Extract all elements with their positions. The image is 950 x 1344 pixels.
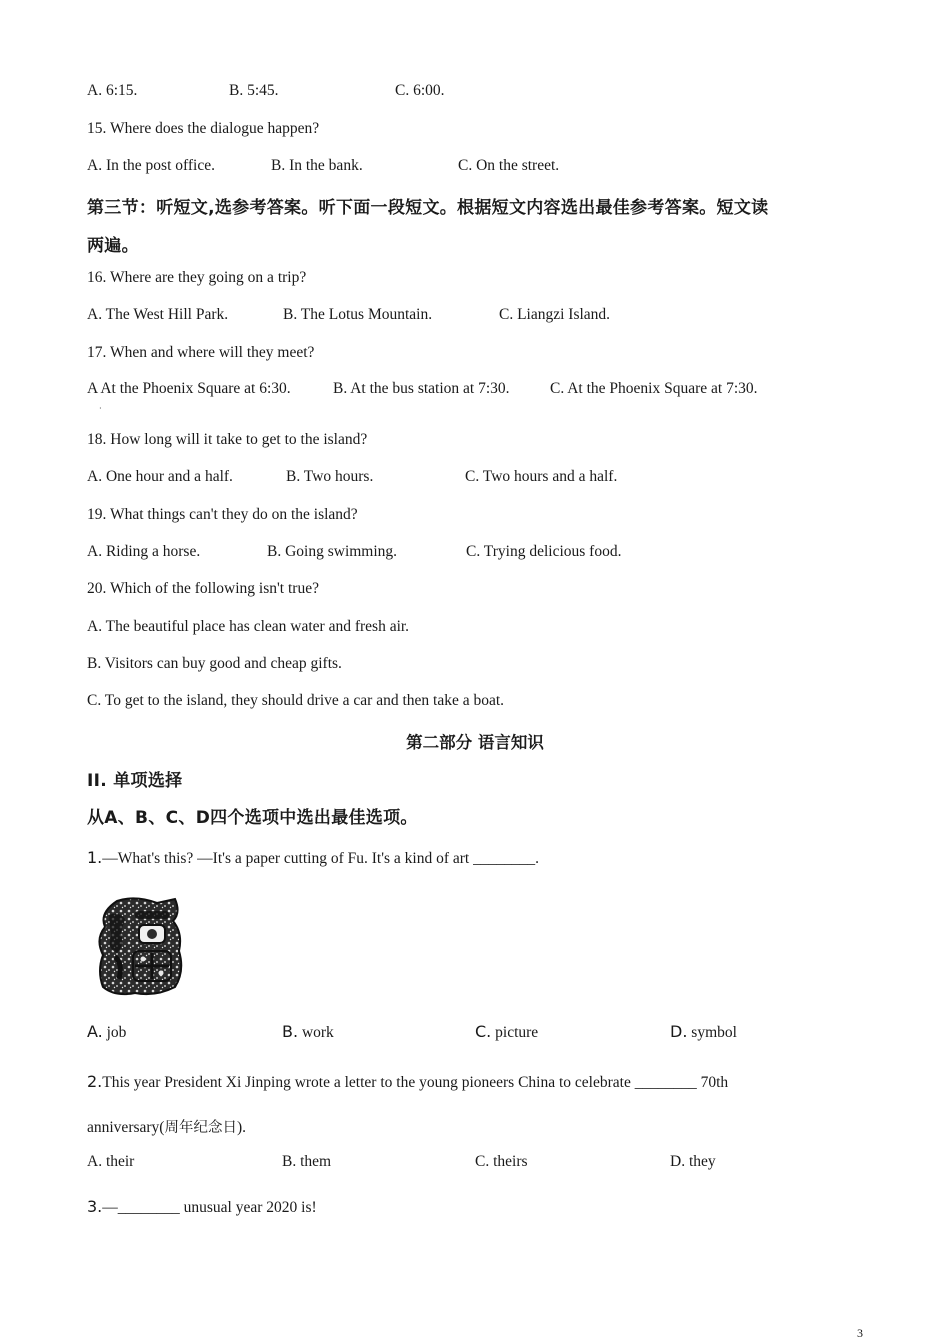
q16-option-c: C. Liangzi Island. [499, 306, 611, 323]
mc-q3-stem [87, 1197, 317, 1217]
q15-option-a: A. In the post office. [87, 157, 215, 174]
q20-option-b: B. Visitors can buy good and cheap gifts. [87, 655, 342, 672]
mc-q2-option-c[interactable]: C. theirs [475, 1153, 528, 1170]
q20-option-c: C. To get to the island, they should drive a car and then take a boat. [87, 692, 505, 709]
mc-q1-number: 1. [87, 848, 103, 867]
fu-paper-cutting-icon [95, 893, 185, 999]
section2-instruction: 从A、B、C、D四个选项中选出最佳选项。 [87, 808, 418, 828]
q20-option-a: A. The beautiful place has clean water and fresh air. [87, 618, 410, 635]
mc-q1-text: —What's this? —It's a paper cutting of Fu. It's a kind of art ________. [102, 850, 539, 867]
q14-option-c: C. 6:00. [395, 82, 445, 99]
q16-option-b: B. The Lotus Mountain. [283, 306, 433, 323]
mc-q1-stem [87, 848, 539, 868]
q17-question: 17. When and where will they meet? [87, 344, 315, 361]
q19-option-a: A. Riding a horse. [87, 543, 201, 560]
mc-q2-number: 2. [87, 1072, 103, 1091]
q19-question: 19. What things can't they do on the island? [87, 506, 358, 523]
q20-question: 20. Which of the following isn't true? [87, 580, 319, 597]
mc-q2-option-b[interactable]: B. them [282, 1153, 332, 1170]
q15-option-c: C. On the street. [458, 157, 560, 174]
mc-q1-option-c[interactable]: C. picture [475, 1022, 539, 1041]
mc-q3-text: —________ unusual year 2020 is! [102, 1199, 317, 1216]
q19-option-c: C. Trying delicious food. [466, 543, 622, 560]
q15-question: 15. Where does the dialogue happen? [87, 120, 320, 137]
mc-q2-stem-line1 [87, 1072, 728, 1092]
q17-option-c: C. At the Phoenix Square at 7:30. [550, 380, 758, 397]
q17-option-a: A At the Phoenix Square at 6:30. [87, 380, 291, 397]
q14-option-b: B. 5:45. [229, 82, 279, 99]
mc-q2-stem-line2: anniversary(周年纪念日). [87, 1119, 247, 1136]
part2-title: 第二部分 语言知识 [406, 733, 544, 752]
q14-option-a: A. 6:15. [87, 82, 138, 99]
mc-q1-option-d[interactable]: D. symbol [670, 1022, 737, 1041]
q16-option-a: A. The West Hill Park. [87, 306, 229, 323]
q15-option-b: B. In the bank. [271, 157, 363, 174]
section3-title-line1: 第三节：听短文,选参考答案。听下面一段短文。根据短文内容选出最佳参考答案。短文读 [87, 198, 769, 218]
mc-q2-text-line1: This year President Xi Jinping wrote a letter to the young pioneers China to celebrate ________ 70th [102, 1074, 729, 1091]
section2-label: II. 单项选择 [87, 771, 183, 791]
q17-option-b: B. At the bus station at 7:30. [333, 380, 510, 397]
stray-dot-mark: · [99, 404, 102, 413]
q18-option-b: B. Two hours. [286, 468, 374, 485]
q19-option-b: B. Going swimming. [267, 543, 398, 560]
q16-question: 16. Where are they going on a trip? [87, 269, 307, 286]
q18-option-a: A. One hour and a half. [87, 468, 233, 485]
q18-question: 18. How long will it take to get to the island? [87, 431, 368, 448]
mc-q3-number: 3. [87, 1197, 103, 1216]
mc-q1-option-a[interactable]: A. job [87, 1022, 127, 1041]
mc-q2-option-a[interactable]: A. their [87, 1153, 135, 1170]
mc-q2-option-d[interactable]: D. they [670, 1153, 716, 1170]
section3-title-line2: 两遍。 [87, 236, 139, 256]
q18-option-c: C. Two hours and a half. [465, 468, 618, 485]
mc-q1-option-b[interactable]: B. work [282, 1022, 334, 1041]
page-number: 3 [857, 1326, 863, 1340]
